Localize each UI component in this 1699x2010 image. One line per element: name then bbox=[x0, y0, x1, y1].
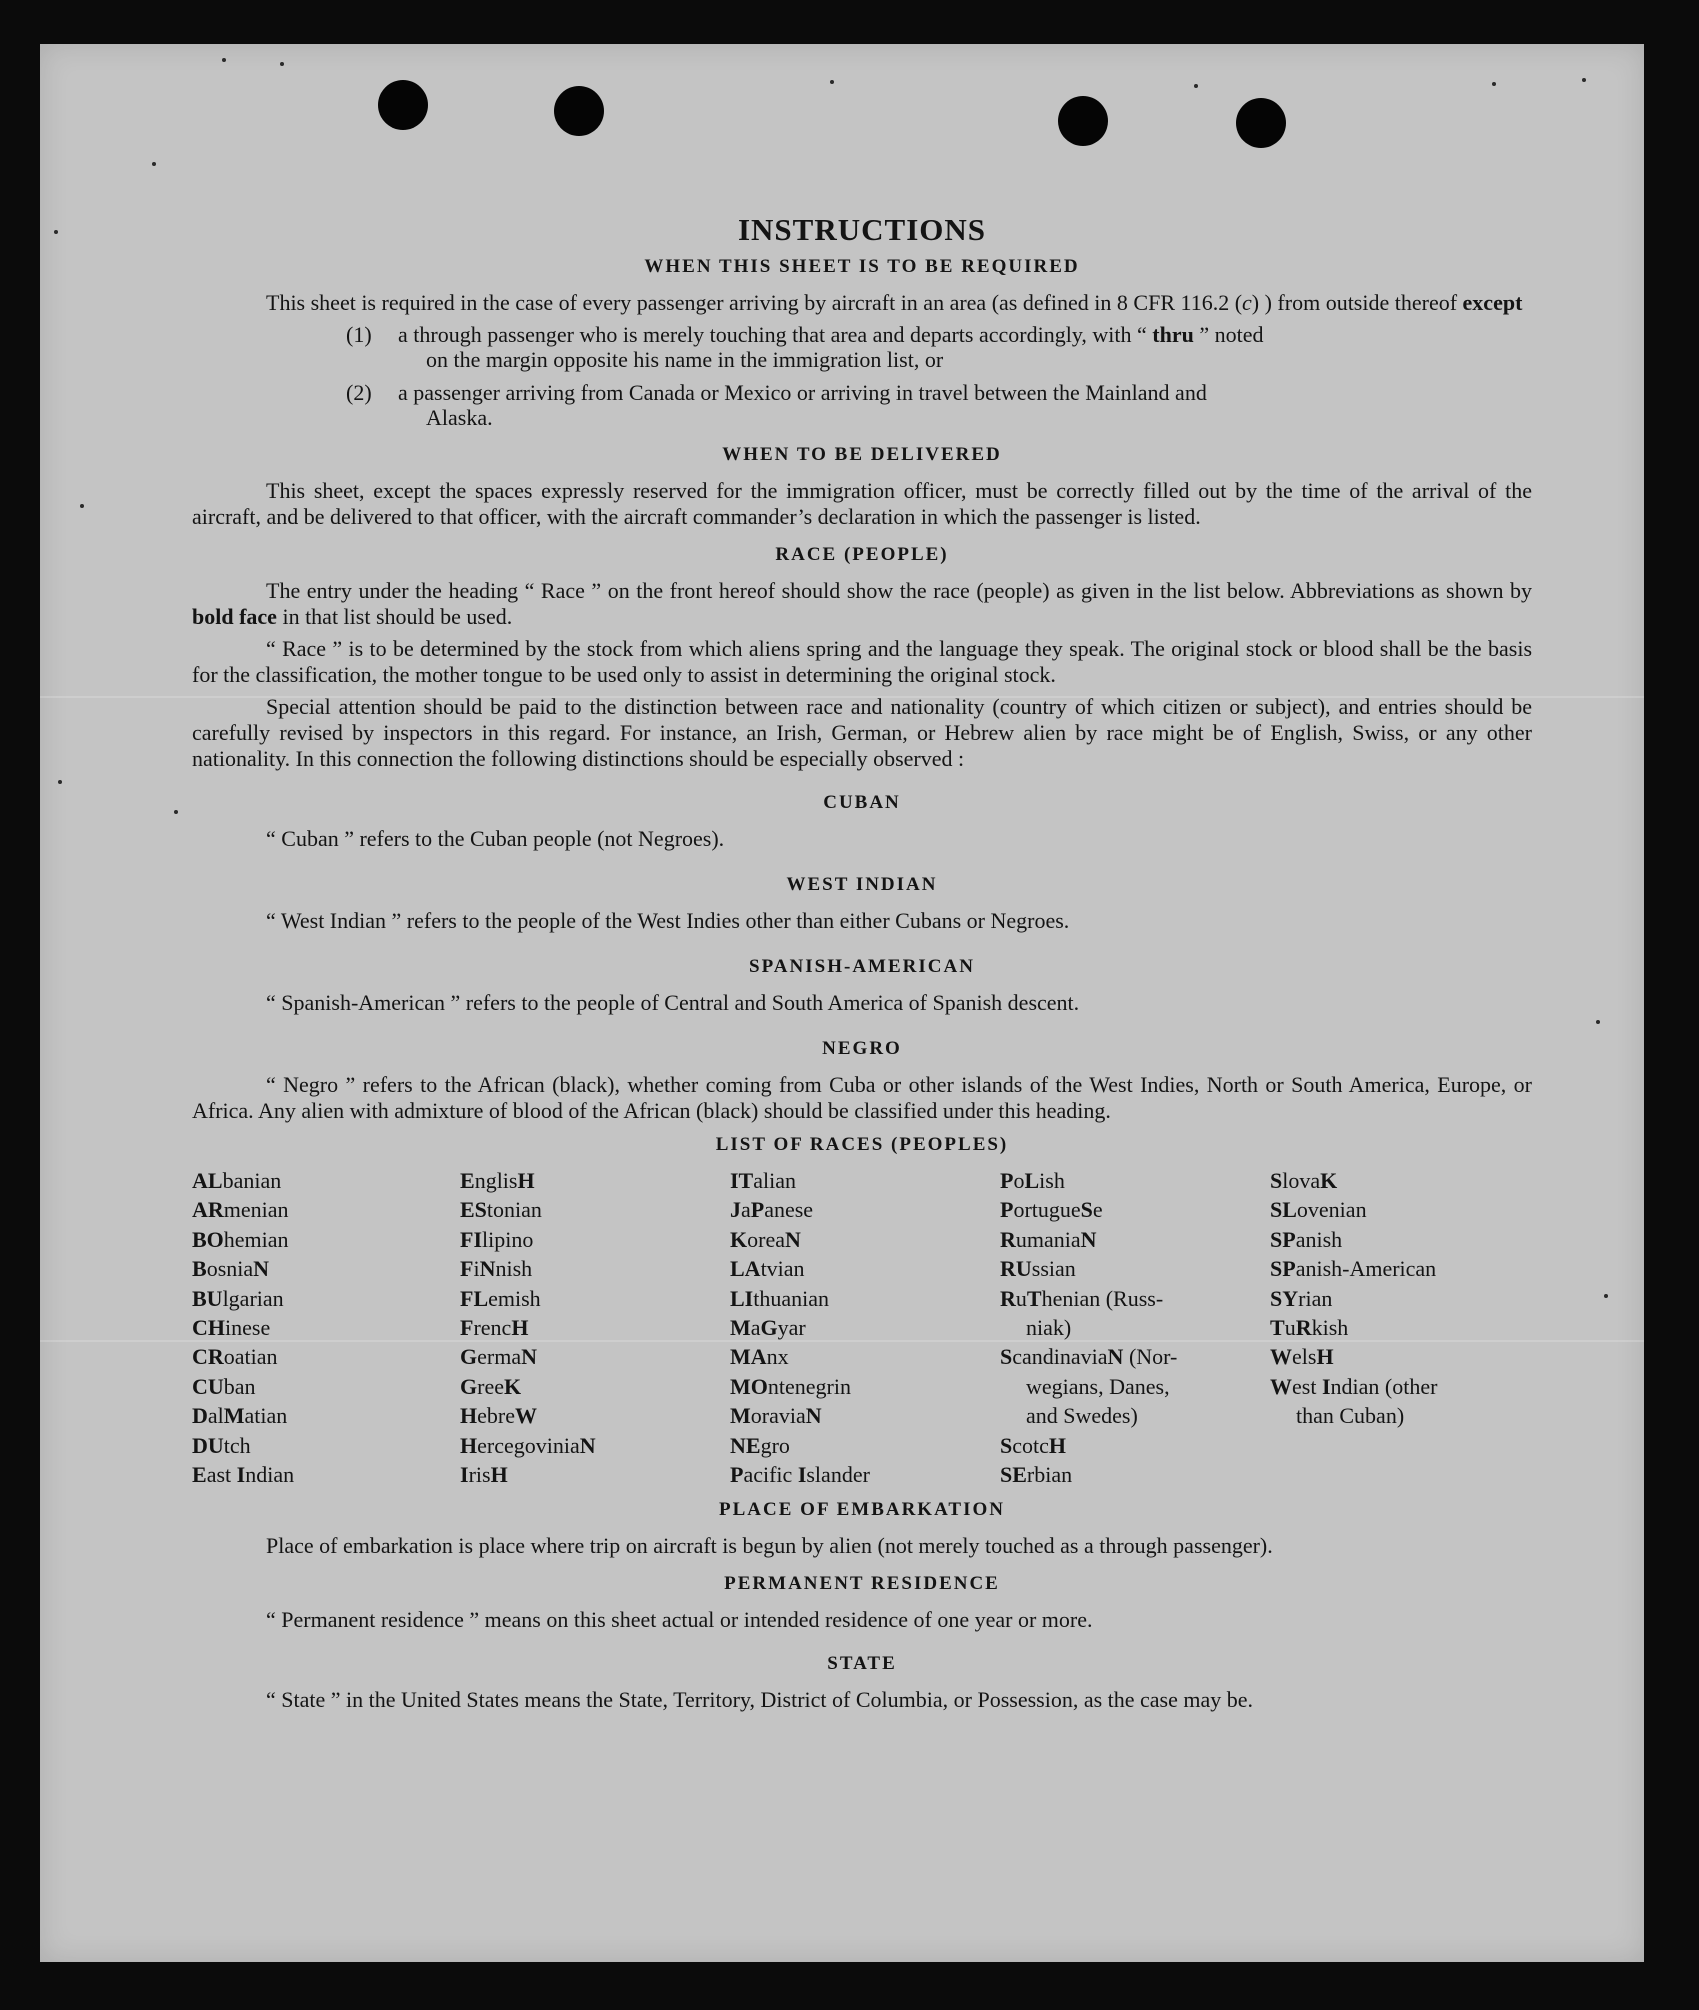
item-number: (1) bbox=[346, 322, 372, 347]
race-entry: and Swedes) bbox=[1026, 1403, 1138, 1429]
west-indian-text: “ West Indian ” refers to the people of the West Indies other than either Cubans or Negroes. bbox=[266, 908, 1070, 933]
punch-hole bbox=[378, 80, 428, 130]
speck bbox=[830, 80, 834, 84]
heading-when-delivered: WHEN TO BE DELIVERED bbox=[722, 444, 1002, 465]
page-title: INSTRUCTIONS bbox=[737, 212, 986, 247]
heading-when-required: WHEN THIS SHEET IS TO BE REQUIRED bbox=[644, 256, 1080, 277]
race-entry: BUlgarian bbox=[192, 1285, 284, 1311]
race-entry: MOntenegrin bbox=[730, 1373, 851, 1399]
heading-state: STATE bbox=[827, 1653, 897, 1675]
negro-text: “ Negro ” refers to the African (black), whether coming from Cuba or other islands of the West Indies, North or South America, Europe, or Africa. Any alien with admixture of blood of the African (black) should be classified under this heading. bbox=[192, 1072, 1532, 1123]
races-column-1 bbox=[192, 1166, 460, 1489]
heading-spanish-american: SPANISH-AMERICAN bbox=[749, 956, 975, 977]
race-entry: FiNnish bbox=[460, 1256, 533, 1282]
race-entry: FLemish bbox=[460, 1285, 541, 1311]
race-entry: PortugueSe bbox=[1000, 1197, 1103, 1223]
heading-west-indian: WEST INDIAN bbox=[786, 874, 938, 895]
race-entry: SErbian bbox=[1000, 1462, 1073, 1488]
cuban-text: “ Cuban ” refers to the Cuban people (not Negroes). bbox=[266, 826, 725, 851]
races-column-5 bbox=[1270, 1166, 1540, 1489]
punch-hole bbox=[1058, 96, 1108, 146]
when-required-intro: This sheet is required in the case of every passenger arriving by aircraft in an area (as defined in 8 CFR 116.2 (c) ) from outside thereof except bbox=[266, 290, 1523, 315]
condition-item-2: (2) a passenger arriving from Canada or Mexico or arriving in travel between the Mainland and Alaska. bbox=[346, 380, 1207, 430]
speck bbox=[1596, 1020, 1600, 1024]
heading-negro: NEGRO bbox=[822, 1038, 902, 1059]
race-entry: ALbanian bbox=[192, 1168, 282, 1193]
race-entry: East Indian bbox=[192, 1462, 295, 1488]
race-entry: CHinese bbox=[192, 1315, 271, 1341]
race-entry: PoLish bbox=[1000, 1168, 1065, 1193]
races-column-3 bbox=[730, 1166, 1000, 1489]
race-entry: LIthuanian bbox=[730, 1285, 830, 1311]
speck bbox=[174, 810, 178, 814]
speck bbox=[152, 162, 156, 166]
race-entry: EnglisH bbox=[460, 1168, 535, 1193]
race-entry: ITalian bbox=[730, 1168, 797, 1193]
speck bbox=[222, 58, 226, 62]
race-entry: MAnx bbox=[730, 1344, 789, 1370]
race-entry: JaPanese bbox=[730, 1197, 814, 1223]
races-column-2 bbox=[460, 1166, 730, 1489]
speck bbox=[80, 504, 84, 508]
speck bbox=[54, 230, 58, 234]
speck bbox=[1194, 84, 1198, 88]
document-sheet bbox=[40, 44, 1644, 1962]
race-entry: MaGyar bbox=[730, 1315, 806, 1341]
race-entry: GermaN bbox=[460, 1344, 537, 1370]
when-delivered-text: This sheet, except the spaces expressly reserved for the immigration officer, must be correctly filled out by the time of the arrival of the aircraft, and be delivered to that officer, with the aircraft commander’s declaration in which the passenger is listed. bbox=[192, 478, 1532, 529]
race-entry: BOhemian bbox=[192, 1226, 289, 1252]
item-number: (2) bbox=[346, 380, 372, 405]
races-list bbox=[192, 1166, 1532, 1489]
speck bbox=[1582, 78, 1586, 82]
race-entry: DalMatian bbox=[192, 1403, 288, 1429]
race-entry: than Cuban) bbox=[1296, 1403, 1405, 1429]
race-entry: RUssian bbox=[1000, 1256, 1076, 1282]
race-entry: HercegoviniaN bbox=[460, 1432, 596, 1458]
race-paragraph-3: Special attention should be paid to the distinction between race and nationality (country of which citizen or subject), and entries should be carefully revised by inspectors in this regard. For instance, an Irish, German, or Hebrew alien by race might be of English, Swiss, or any other nationality. In this connection the following distinctions should be especially observed : bbox=[192, 694, 1532, 771]
race-entry: BosniaN bbox=[192, 1256, 270, 1282]
race-entry: West Indian (other bbox=[1270, 1373, 1438, 1399]
race-entry: ARmenian bbox=[192, 1197, 289, 1223]
speck bbox=[58, 780, 62, 784]
race-entry: wegians, Danes, bbox=[1026, 1373, 1170, 1399]
race-entry: NEgro bbox=[730, 1432, 790, 1458]
race-entry: niak) bbox=[1026, 1315, 1072, 1341]
race-entry: RuThenian (Russ- bbox=[1000, 1285, 1164, 1311]
race-entry: WelsH bbox=[1270, 1344, 1334, 1370]
heading-list-of-races: LIST OF RACES (PEOPLES) bbox=[715, 1134, 1009, 1155]
speck bbox=[280, 62, 284, 66]
race-entry: SPanish-American bbox=[1270, 1256, 1437, 1282]
residence-text: “ Permanent residence ” means on this sheet actual or intended residence of one year or more. bbox=[266, 1607, 1093, 1633]
race-entry: DUtch bbox=[192, 1432, 251, 1458]
race-entry: IrisH bbox=[460, 1462, 508, 1488]
heading-race: RACE (PEOPLE) bbox=[775, 544, 949, 565]
punch-hole bbox=[1236, 98, 1286, 148]
speck bbox=[1604, 1294, 1608, 1298]
race-entry: HebreW bbox=[460, 1403, 537, 1429]
embarkation-text: Place of embarkation is place where trip on aircraft is begun by alien (not merely touched as a through passenger). bbox=[266, 1533, 1273, 1559]
race-entry: RumaniaN bbox=[1000, 1226, 1097, 1252]
race-entry: ScotcH bbox=[1000, 1432, 1067, 1458]
race-paragraph-2: “ Race ” is to be determined by the stock from which aliens spring and the language they speak. The original stock or blood shall be the basis for the classification, the mother tongue to be used only to assist in determining the original stock. bbox=[192, 636, 1532, 687]
heading-cuban: CUBAN bbox=[823, 792, 901, 813]
race-entry: CRoatian bbox=[192, 1344, 278, 1370]
state-text: “ State ” in the United States means the State, Territory, District of Columbia, or Possession, as the case may be. bbox=[266, 1687, 1254, 1713]
race-entry: FIlipino bbox=[460, 1226, 534, 1252]
race-entry: SYrian bbox=[1270, 1285, 1333, 1311]
race-entry: SPanish bbox=[1270, 1226, 1343, 1252]
race-paragraph-1: The entry under the heading “ Race ” on the front hereof should show the race (people) as given in the list below. Abbreviations as shown by bold face in that list should be used. bbox=[192, 578, 1532, 629]
race-entry: CUban bbox=[192, 1373, 256, 1399]
race-entry: LAtvian bbox=[730, 1256, 805, 1282]
race-entry: KoreaN bbox=[730, 1226, 801, 1252]
instructions-content bbox=[192, 166, 1532, 1713]
race-entry: Pacific Islander bbox=[730, 1462, 870, 1488]
spanish-american-text: “ Spanish-American ” refers to the people of Central and South America of Spanish descent. bbox=[266, 990, 1080, 1015]
race-entry: SlovaK bbox=[1270, 1168, 1338, 1193]
race-entry: TuRkish bbox=[1270, 1315, 1349, 1341]
race-entry: FrencH bbox=[460, 1315, 529, 1341]
punch-hole bbox=[554, 86, 604, 136]
race-entry: MoraviaN bbox=[730, 1403, 822, 1429]
heading-embarkation: PLACE OF EMBARKATION bbox=[719, 1499, 1005, 1521]
race-entry: EStonian bbox=[460, 1197, 542, 1223]
race-entry: ScandinaviaN (Nor- bbox=[1000, 1344, 1178, 1370]
race-entry: GreeK bbox=[460, 1373, 522, 1399]
races-column-4 bbox=[1000, 1166, 1270, 1489]
condition-item-1: (1) a through passenger who is merely touching that area and departs accordingly, with “ thru ” noted on the margin opposite his name in the immigration list, or bbox=[346, 322, 1264, 372]
heading-residence: PERMANENT RESIDENCE bbox=[724, 1573, 1000, 1595]
race-entry: SLovenian bbox=[1270, 1197, 1367, 1223]
speck bbox=[1492, 82, 1496, 86]
